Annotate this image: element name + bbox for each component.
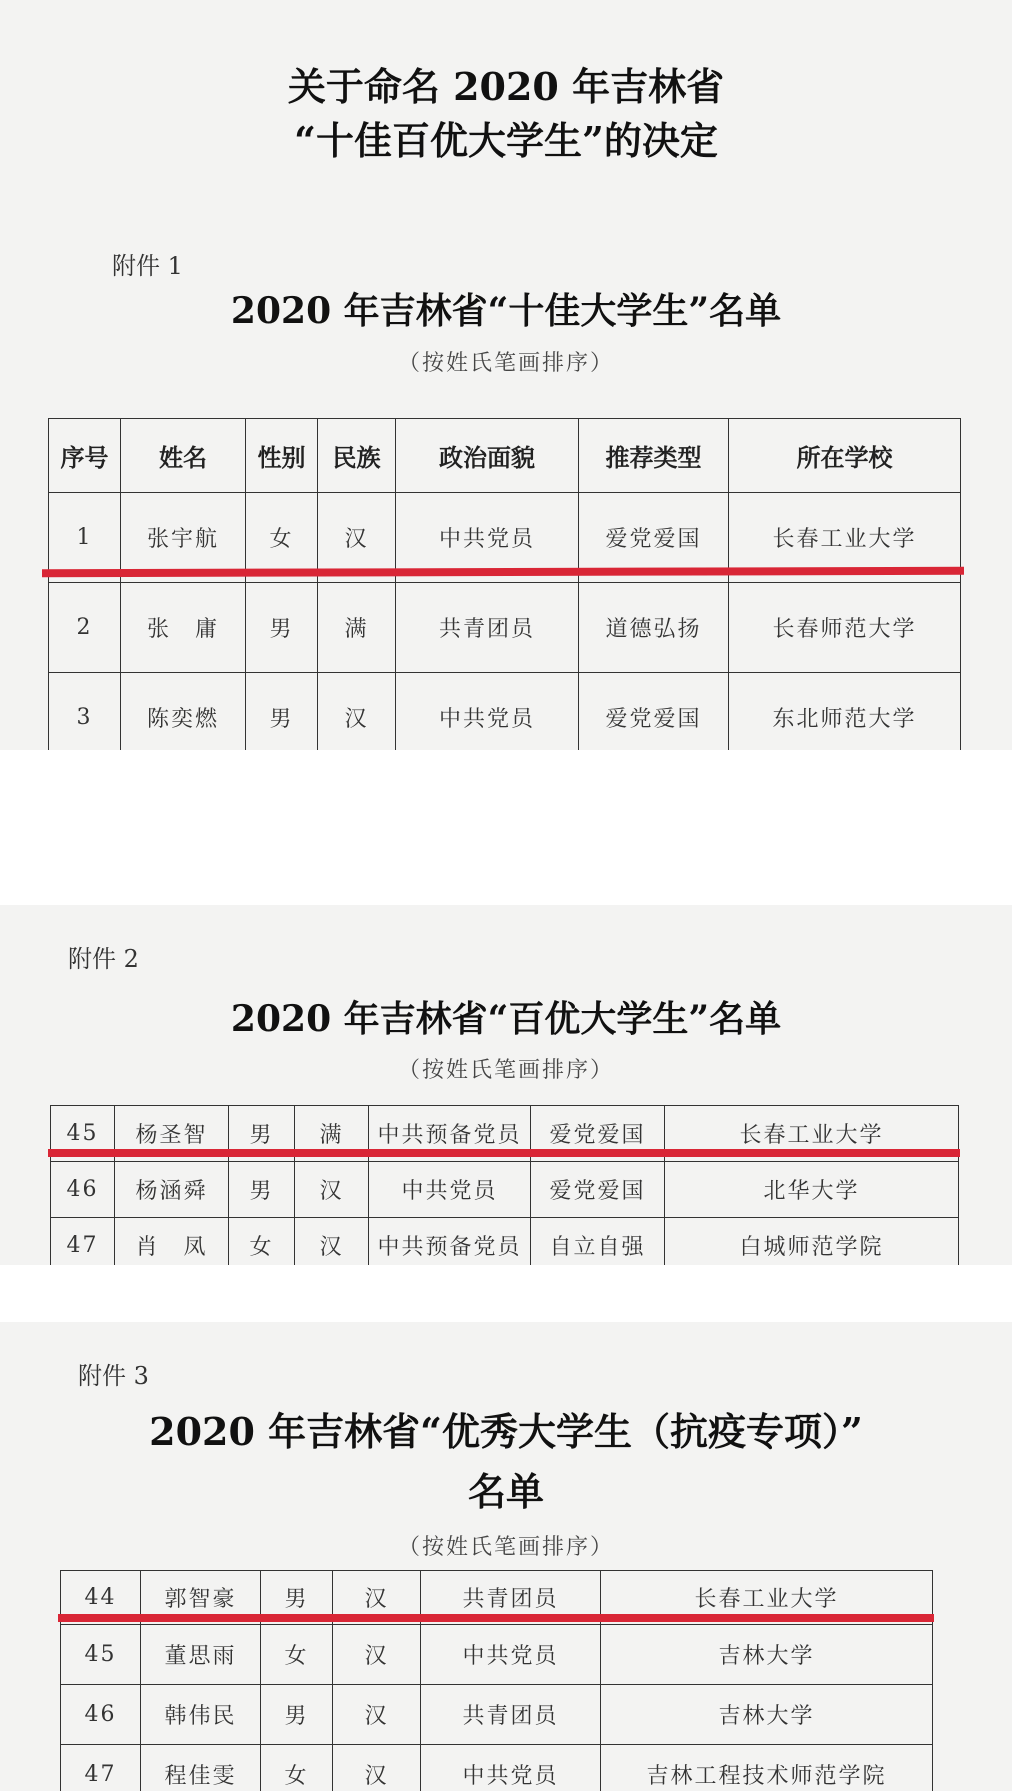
cell-political-status: 中共党员 — [396, 673, 579, 751]
table-row — [61, 1685, 933, 1745]
cell-index: 45 — [61, 1625, 141, 1685]
section-1-subtitle: （按姓氏笔画排序） — [397, 351, 614, 376]
cell-name: 郭智豪 — [141, 1571, 261, 1625]
header-school: 所在学校 — [729, 419, 961, 493]
cell-name: 张宇航 — [121, 493, 246, 583]
cell-recommendation-type: 爱党爱国 — [579, 673, 729, 751]
header-ethnicity: 民族 — [318, 419, 396, 493]
cell-political-status: 中共党员 — [396, 493, 579, 583]
cell-school: 白城师范学院 — [665, 1218, 959, 1266]
section-2-title: 2020 年吉林省“百优大学生”名单 — [230, 998, 782, 1040]
section-1-table — [48, 418, 961, 750]
section-2-subtitle: （按姓氏笔画排序） — [397, 1058, 614, 1083]
attachment-3-label: 附件 3 — [78, 1362, 149, 1390]
cell-political-status: 共青团员 — [421, 1685, 601, 1745]
table-header-row — [49, 419, 961, 493]
red-highlight-line — [48, 1149, 960, 1157]
table-row — [51, 1218, 959, 1266]
cell-recommendation-type: 自立自强 — [531, 1218, 665, 1266]
cell-ethnicity: 汉 — [333, 1685, 421, 1745]
cell-ethnicity: 汉 — [333, 1625, 421, 1685]
cell-index: 1 — [49, 493, 121, 583]
main-title-line-1: 关于命名 2020 年吉林省 — [287, 64, 725, 109]
cell-political-status: 中共党员 — [421, 1625, 601, 1685]
cell-ethnicity: 满 — [318, 583, 396, 673]
cell-name: 董思雨 — [141, 1625, 261, 1685]
cell-index: 3 — [49, 673, 121, 751]
cell-gender: 男 — [229, 1106, 295, 1162]
cell-political-status: 中共党员 — [369, 1162, 531, 1218]
cell-index: 2 — [49, 583, 121, 673]
cell-gender: 女 — [229, 1218, 295, 1266]
cell-index: 45 — [51, 1106, 115, 1162]
cell-recommendation-type: 道德弘扬 — [579, 583, 729, 673]
table-row — [49, 673, 961, 751]
cell-ethnicity: 汉 — [333, 1571, 421, 1625]
cell-name: 韩伟民 — [141, 1685, 261, 1745]
cell-gender: 男 — [261, 1571, 333, 1625]
cell-ethnicity: 汉 — [295, 1218, 369, 1266]
cell-ethnicity: 汉 — [318, 493, 396, 583]
cell-political-status: 共青团员 — [396, 583, 579, 673]
section-2-table — [50, 1105, 959, 1265]
cell-gender: 男 — [229, 1162, 295, 1218]
cell-school: 长春工业大学 — [729, 493, 961, 583]
cell-gender: 男 — [246, 583, 318, 673]
cell-gender: 女 — [261, 1625, 333, 1685]
section-1 — [0, 0, 1012, 750]
cell-school: 长春师范大学 — [729, 583, 961, 673]
cell-political-status: 中共党员 — [421, 1745, 601, 1791]
cell-index: 47 — [51, 1218, 115, 1266]
section-3-title — [0, 1402, 1012, 1522]
cell-name: 陈奕燃 — [121, 673, 246, 751]
cell-gender: 女 — [261, 1745, 333, 1791]
cell-index: 46 — [61, 1685, 141, 1745]
cell-index: 46 — [51, 1162, 115, 1218]
cell-school: 吉林工程技术师范学院 — [601, 1745, 933, 1791]
cell-index: 47 — [61, 1745, 141, 1791]
cell-recommendation-type: 爱党爱国 — [531, 1162, 665, 1218]
cell-school: 东北师范大学 — [729, 673, 961, 751]
section-1-title: 2020 年吉林省“十佳大学生”名单 — [230, 290, 782, 332]
cell-school: 北华大学 — [665, 1162, 959, 1218]
cell-political-status: 中共预备党员 — [369, 1106, 531, 1162]
cell-political-status: 中共预备党员 — [369, 1218, 531, 1266]
cell-name: 肖 凤 — [115, 1218, 229, 1266]
cell-recommendation-type: 爱党爱国 — [579, 493, 729, 583]
cell-gender: 男 — [261, 1685, 333, 1745]
table-row — [49, 583, 961, 673]
section-3-table — [60, 1570, 933, 1791]
header-gender: 性别 — [246, 419, 318, 493]
cell-gender: 男 — [246, 673, 318, 751]
section-3-subtitle: （按姓氏笔画排序） — [397, 1535, 614, 1560]
cell-school: 长春工业大学 — [601, 1571, 933, 1625]
cell-name: 张 庸 — [121, 583, 246, 673]
header-index: 序号 — [49, 419, 121, 493]
header-recommendation-type: 推荐类型 — [579, 419, 729, 493]
section-3 — [0, 1322, 1012, 1791]
section-3-title-line-1: 2020 年吉林省“优秀大学生（抗疫专项）” — [149, 1409, 863, 1454]
header-name: 姓名 — [121, 419, 246, 493]
cell-political-status: 共青团员 — [421, 1571, 601, 1625]
cell-school: 长春工业大学 — [665, 1106, 959, 1162]
attachment-2-label: 附件 2 — [68, 945, 139, 973]
cell-ethnicity: 汉 — [318, 673, 396, 751]
table-row — [61, 1625, 933, 1685]
section-2 — [0, 905, 1012, 1265]
attachment-1-label: 附件 1 — [112, 252, 183, 280]
main-title-line-2: “十佳百优大学生”的决定 — [294, 118, 718, 163]
table-row — [51, 1162, 959, 1218]
cell-gender: 女 — [246, 493, 318, 583]
cell-school: 吉林大学 — [601, 1625, 933, 1685]
cell-ethnicity: 汉 — [295, 1162, 369, 1218]
cell-index: 44 — [61, 1571, 141, 1625]
red-highlight-line — [58, 1614, 934, 1622]
main-title — [0, 60, 1012, 168]
cell-ethnicity: 汉 — [333, 1745, 421, 1791]
cell-name: 杨涵舜 — [115, 1162, 229, 1218]
cell-name: 杨圣智 — [115, 1106, 229, 1162]
cell-name: 程佳雯 — [141, 1745, 261, 1791]
header-political-status: 政治面貌 — [396, 419, 579, 493]
cell-recommendation-type: 爱党爱国 — [531, 1106, 665, 1162]
cell-school: 吉林大学 — [601, 1685, 933, 1745]
cell-ethnicity: 满 — [295, 1106, 369, 1162]
table-row — [61, 1745, 933, 1791]
section-3-title-line-2: 名单 — [467, 1469, 544, 1514]
